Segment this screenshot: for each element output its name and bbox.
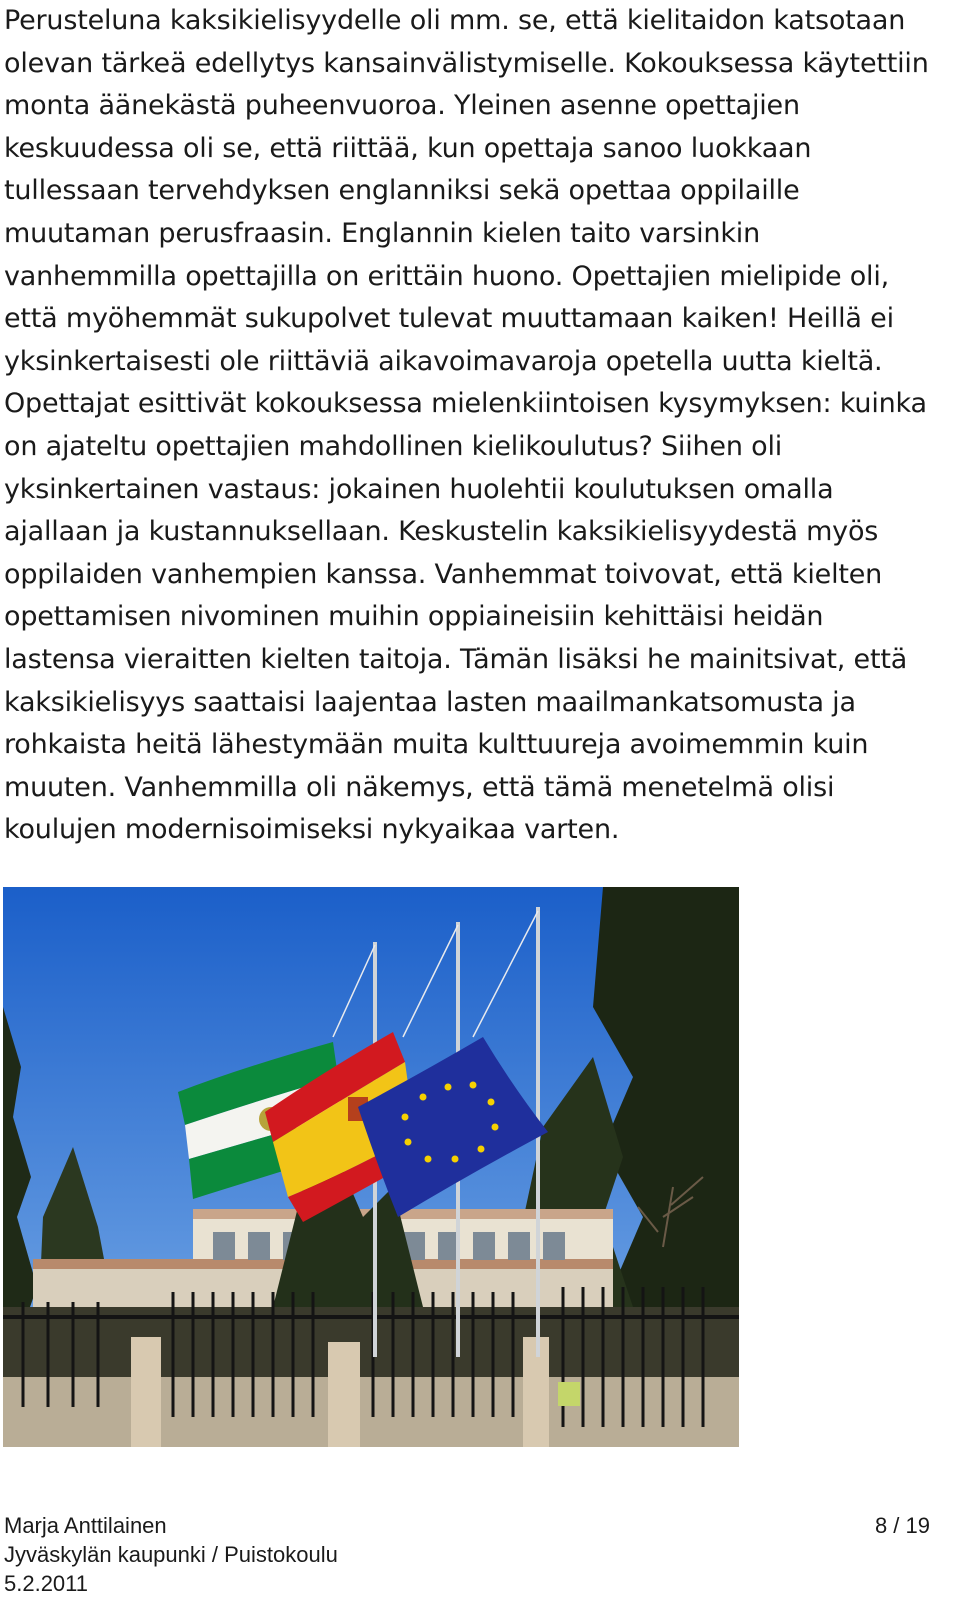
school-flags-photo [3,887,739,1447]
body-line: muutaman perusfraasin. Englannin kielen taito varsinkin [4,217,760,249]
body-line: kaksikielisyys saattaisi laajentaa lasten maailmankatsomusta ja [4,686,856,718]
body-line: opettamisen nivominen muihin oppiaineisiin kehittäisi heidän [4,601,824,633]
body-line: on ajateltu opettajien mahdollinen kielikoulutus? Siihen oli [4,430,783,462]
footer-date: 5.2.2011 [4,1571,89,1596]
body-line: ajallaan ja kustannuksellaan. Keskustelin kaksikielisyydestä myös [4,516,879,548]
body-line: monta äänekästä puheenvuoroa. Yleinen asenne opettajien [4,90,800,122]
body-line: vanhemmilla opettajilla on erittäin huono. Opettajien mielipide oli, [4,260,890,292]
body-line: olevan tärkeä edellytys kansainvälistymiselle. Kokouksessa käytettiin [4,47,929,79]
gate-pillar [131,1337,161,1447]
body-text [4,0,956,852]
body-line: yksinkertaisesti ole riittäviä aikavoimavaroja opetella uutta kieltä. [4,345,883,377]
gate-pillar [328,1342,360,1447]
page-footer [4,1511,938,1598]
body-line: että myöhemmät sukupolvet tulevat muuttamaan kaiken! Heillä ei [4,303,894,335]
body-line: tullessaan tervehdyksen englanniksi sekä opettaa oppilaille [4,175,800,207]
body-line: yksinkertainen vastaus: jokainen huolehtii koulutuksen omalla [4,473,834,505]
body-line: lastensa vieraitten kielten taitoja. Tämän lisäksi he mainitsivat, että [4,643,908,675]
notice-board [558,1382,580,1406]
body-line: oppilaiden vanhempien kanssa. Vanhemmat toivovat, että kielten [4,558,883,590]
body-line: rohkaista heitä lähestymään muita kulttuureja avoimemmin kuin [4,729,869,761]
footer-organization: Jyväskylän kaupunki / Puistokoulu [4,1542,338,1567]
body-line: keskuudessa oli se, että riittää, kun opettaja sanoo luokkaan [4,132,812,164]
page-number: 8 / 19 [874,1513,930,1538]
body-line: muuten. Vanhemmilla oli näkemys, että tämä menetelmä olisi [4,771,835,803]
wall [3,1377,739,1447]
body-line: Opettajat esittivät kokouksessa mielenkiintoisen kysymyksen: kuinka [4,388,927,420]
footer-author: Marja Anttilainen [4,1513,167,1538]
body-line: Perusteluna kaksikielisyydelle oli mm. se, että kielitaidon katsotaan [4,5,906,36]
body-line: koulujen modernisoimiseksi nykyaikaa varten. [4,814,620,846]
